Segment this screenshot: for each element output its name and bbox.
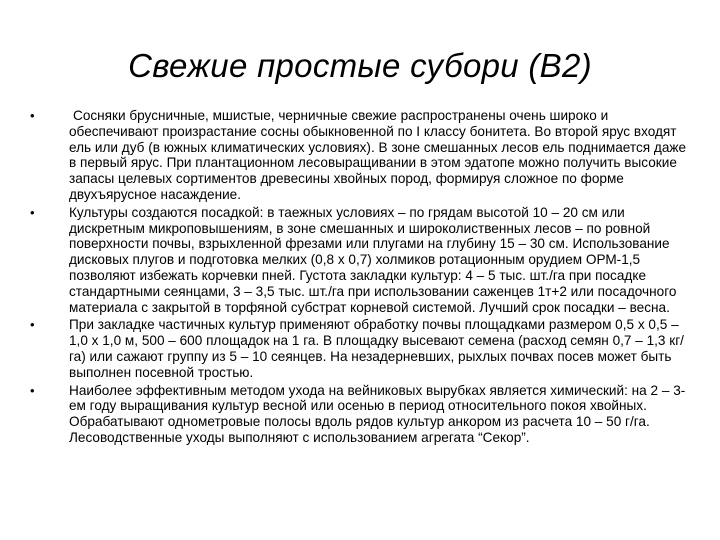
bullet-icon: • [30, 204, 35, 220]
bullet-list [28, 108, 696, 448]
list-item [28, 205, 696, 316]
bullet-text: Культуры создаются посадкой: в таежных условиях – по грядам высотой 10 – 20 см или дискретным микроповышениям, в зоне смешанных и широколиственных лесов – по ровной поверхности почвы, взрыхленной фрезами или плугами на глубину 15 – 30 см. Использование дисковых плугов и подготовка мелких (0,8 х 0,7) холмиков ротационным орудием ОРМ-1,5 позволяют избежать корчевки пней. Густота закладки культур: 4 – 5 тыс. шт./га при посадке стандартными сеянцами, 3 – 3,5 тыс. шт./га при использовании саженцев 1т+2 или посадочного материала с закрытой в торфяной субстрат корневой системой. Лучший срок посадки – весна. [69, 204, 677, 315]
bullet-icon: • [30, 317, 35, 333]
bullet-icon: • [30, 108, 35, 123]
bullet-text: При закладке частичных культур применяют обработку почвы площадками размером 0,5 х 0,5 – 1,0 х 1,0 м, 500 – 600 площадок на 1 га. В площадку высевают семена (расход семян 0,7 – 1,3 кг/га) или сажают группу из 5 – 10 сеянцев. На незадерневших, рыхлых почвах посев может быть выполнен посевной тростью. [69, 317, 684, 380]
list-item [28, 317, 696, 380]
bullet-icon: • [30, 382, 35, 398]
bullet-text: Наиболее эффективным методом ухода на вейниковых вырубках является химический: на 2 – 3-ем году выращивания культур весной или осенью в период относительного покоя хвойных. Обрабатывают однометровые полосы вдоль рядов культур анкором из расчета 10 – 50 г/га. Лесоводственные уходы выполняют с использованием агрегата “Секор”. [69, 382, 686, 445]
bullet-text: Сосняки брусничные, мшистые, черничные свежие распространены очень широко и обеспечивают произрастание сосны обыкновенной по I классу бонитета. Во второй ярус входят ель или дуб (в южных климатических условиях). В зоне смешанных лесов ель поднимается даже в первый ярус. При плантационном лесовыращивании в этом эдатопе можно получить высокие запасы целевых сортиментов древесины хвойных пород, формируя сложное по форме двухъярусное насаждение. [69, 108, 687, 202]
list-item [28, 108, 696, 203]
list-item [28, 383, 696, 446]
slide-title: Свежие простые субори (В2) [128, 47, 592, 84]
